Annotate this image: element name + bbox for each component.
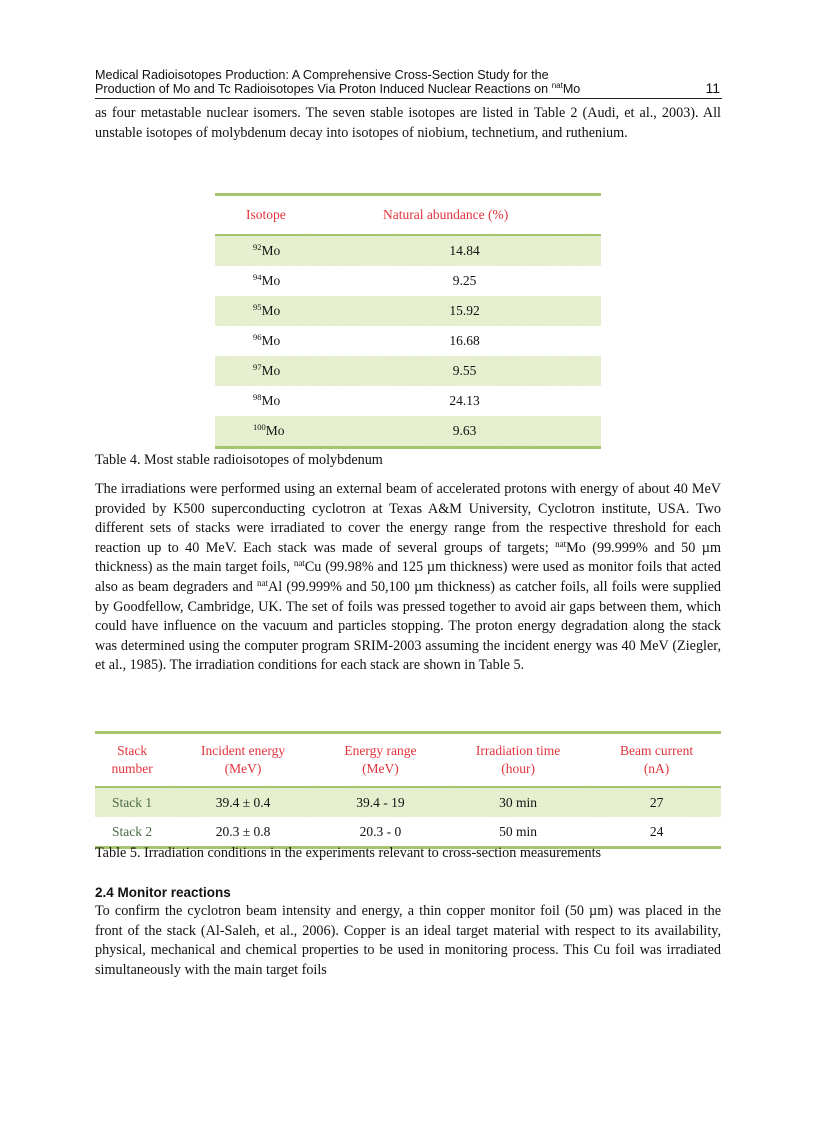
isotope-cell: $^{92}$Mo [253, 242, 281, 258]
abundance-cell: 9.25 [452, 273, 477, 288]
table-cell: Stack 2 [112, 823, 153, 839]
table-row [215, 296, 601, 326]
abundance-cell: 9.63 [452, 423, 477, 438]
methods-paragraph: The irradiations were performed using an external beam of accelerated protons with energy of about 40 MeV provided by K500 superconducting cyclotron at Texas A&M University, Cyclotron institute, USA. Two different sets of stacks were irradiated to cover the energy range from the respective threshold for each reaction up to 40 MeV. Each stack was made of several groups of targets; $^{nat}$Mo (99.999% and 50 µm thickness) as the main target foils, $^{nat}$Cu (99.98% and 125 µm thickness) were used as monitor foils that acted also as beam degraders and $^{nat}$Al (99.999% and 50,100 µm thickness) as catcher foils, all foils were supplied by Goodfellow, Cambridge, UK. The set of foils was pressed together to avoid air gaps between them, which could have influence on the vacuum and particles stopping. The proton energy degradation along the stack was determined using the computer program SRIM-2003 assuming the incident energy was 40 MeV (Ziegler, et al., 1985). The irradiation conditions for each stack are shown in Table 5. [95, 481, 721, 674]
abundance-cell: 9.55 [452, 363, 477, 378]
table-4 [215, 193, 601, 449]
table-5 [95, 731, 721, 849]
table-row [215, 326, 601, 356]
running-header [95, 68, 722, 99]
table-row [95, 787, 721, 817]
table-cell: 50 min [499, 823, 538, 839]
table-cell: 39.4 ± 0.4 [215, 794, 271, 810]
column-header: Stack number [111, 743, 153, 776]
table-row [215, 356, 601, 386]
table-4-caption: Table 4. Most stable radioisotopes of molybdenum [95, 452, 383, 468]
table-cell: 20.3 ± 0.8 [215, 823, 271, 839]
column-header: Isotope [246, 207, 286, 222]
header-line-1: Medical Radioisotopes Production: A Comprehensive Cross-Section Study for the [95, 68, 549, 82]
abundance-cell: 16.68 [449, 333, 480, 348]
table-row [215, 386, 601, 416]
abundance-cell: 14.84 [449, 243, 480, 258]
abundance-cell: 24.13 [449, 393, 480, 408]
isotope-cell: $^{97}$Mo [253, 362, 281, 378]
table-row [215, 416, 601, 448]
table-cell: 24 [649, 823, 664, 839]
section-heading: 2.4 Monitor reactions [95, 885, 231, 900]
column-header: Energy range (MeV) [344, 743, 417, 776]
section-paragraph: To confirm the cyclotron beam intensity and energy, a thin copper monitor foil (50 µm) was placed in the front of the stack (Al-Saleh, et al., 2006). Copper is an ideal target material with respect to its availability, physical, mechanical and chemical properties to be used in monitoring process. This Cu foil was irradiated simultaneously with the main target foils [95, 903, 721, 978]
table-row [215, 235, 601, 266]
table-row [215, 266, 601, 296]
table-row [95, 817, 721, 848]
intro-paragraph: as four metastable nuclear isomers. The seven stable isotopes are listed in Table 2 (Audi, et al., 2003). All unstable isotopes of molybdenum decay into isotopes of niobium, technetium, and ruthenium. [95, 105, 721, 141]
table-cell: Stack 1 [112, 794, 153, 810]
table-cell: 20.3 - 0 [359, 823, 402, 839]
table-cell: 27 [649, 794, 664, 810]
column-header: Beam current (nA) [620, 743, 694, 776]
isotope-cell: $^{95}$Mo [253, 302, 281, 318]
isotope-cell: $^{100}$Mo [253, 422, 285, 438]
column-header: Natural abundance (%) [383, 207, 509, 222]
table-5-caption: Table 5. Irradiation conditions in the experiments relevant to cross-section measurements [95, 845, 602, 861]
isotope-cell: $^{94}$Mo [253, 272, 281, 288]
header-line-2: Production of Mo and Tc Radioisotopes Via Proton Induced Nuclear Reactions on $^{nat}$Mo [95, 81, 581, 96]
page-number: 11 [705, 80, 720, 96]
column-header: Incident energy (MeV) [200, 743, 286, 776]
isotope-cell: $^{96}$Mo [253, 332, 281, 348]
abundance-cell: 15.92 [449, 303, 480, 318]
column-header: Irradiation time (hour) [475, 743, 561, 776]
isotope-cell: $^{98}$Mo [253, 392, 281, 408]
table-cell: 30 min [499, 794, 538, 810]
table-cell: 39.4 - 19 [356, 794, 405, 810]
